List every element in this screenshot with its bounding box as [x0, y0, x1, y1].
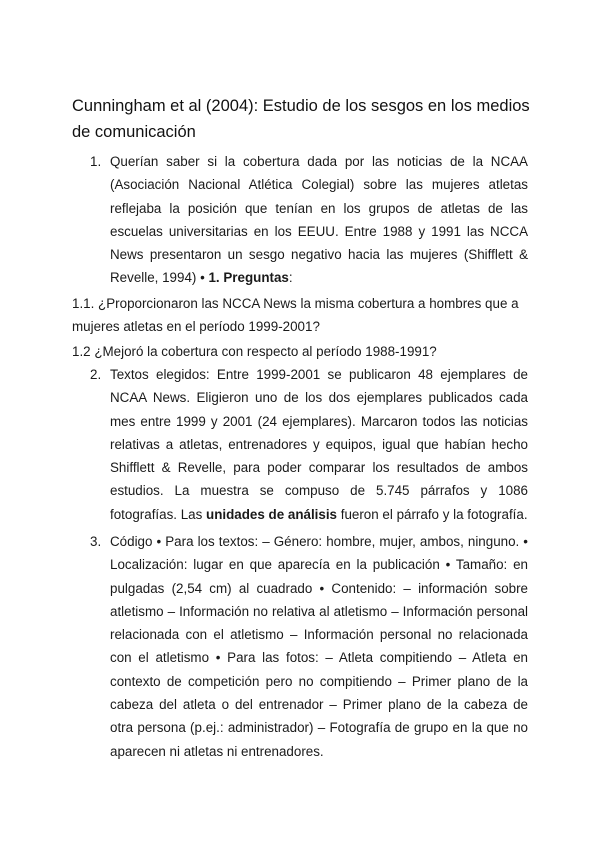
list-item-1 [110, 150, 528, 290]
list-item-1-after: : [288, 270, 293, 286]
question-1-1: 1.1. ¿Proporcionaron las NCCA News la misma cobertura a hombres que a mujeres atletas en el período 1999-2001? [72, 296, 519, 335]
list-item-2-text: Textos elegidos: Entre 1999-2001 se publicaron 48 ejemplares de NCAA News. Eligieron uno de los dos ejemplares publicados cada mes entre 1999 y 2001 (24 ejemplares). Marcaron todos las noticias relativas a atletas, entrenadores y equipos, igual que habían hecho Shifflett & Revelle, para poder comparar los resultados de ambos estudios. La muestra se compuso de 5.745 párrafos y 1086 fotografías. Las [110, 367, 528, 522]
list-number-2: 2. [90, 367, 102, 382]
list-item-2-after: fueron el párrafo y la fotografía. [337, 506, 528, 522]
list-number-3: 3. [90, 534, 102, 549]
document-title: Cunningham et al (2004): Estudio de los sesgos en los medios de comunicación [72, 97, 530, 141]
list-item-3: Código • Para los textos: – Género: hombre, mujer, ambos, ninguno. • Localización: lugar en que aparecía en la publicación • Tamaño: en pulgadas (2,54 cm) al cuadrado • Contenido: – información sobre atletismo – Información no relativa al atletismo – Información personal relacionada con el atletismo – Información personal no relacionada con el atletismo • Para las fotos: – Atleta compitiendo – Atleta en contexto de competición pero no compitiendo – Primer plano de la cabeza del atleta o del entrenador – Primer plano de la cabeza de otra persona (p.ej.: administrador) – Fotografía de grupo en la que no aparecen ni atletas ni entrenadores. [110, 534, 528, 759]
list-number-1: 1. [90, 154, 102, 169]
list-item-1-text: Querían saber si la cobertura dada por las noticias de la NCAA (Asociación Nacional Atlética Colegial) sobre las mujeres atletas reflejaba la posición que tenían en los grupos de atletas de las escuelas universitarias en los EEUU. Entre 1988 y 1991 las NCCA News presentaron un sesgo negativo hacia las mujeres (Shifflett & Revelle, 1994) • [110, 154, 528, 286]
list-item-2 [110, 363, 528, 526]
list-item-2-bold: unidades de análisis [206, 506, 338, 522]
list-item-1-bold: 1. Preguntas [208, 270, 289, 286]
question-1-2: 1.2 ¿Mejoró la cobertura con respecto al período 1988-1991? [72, 344, 437, 359]
